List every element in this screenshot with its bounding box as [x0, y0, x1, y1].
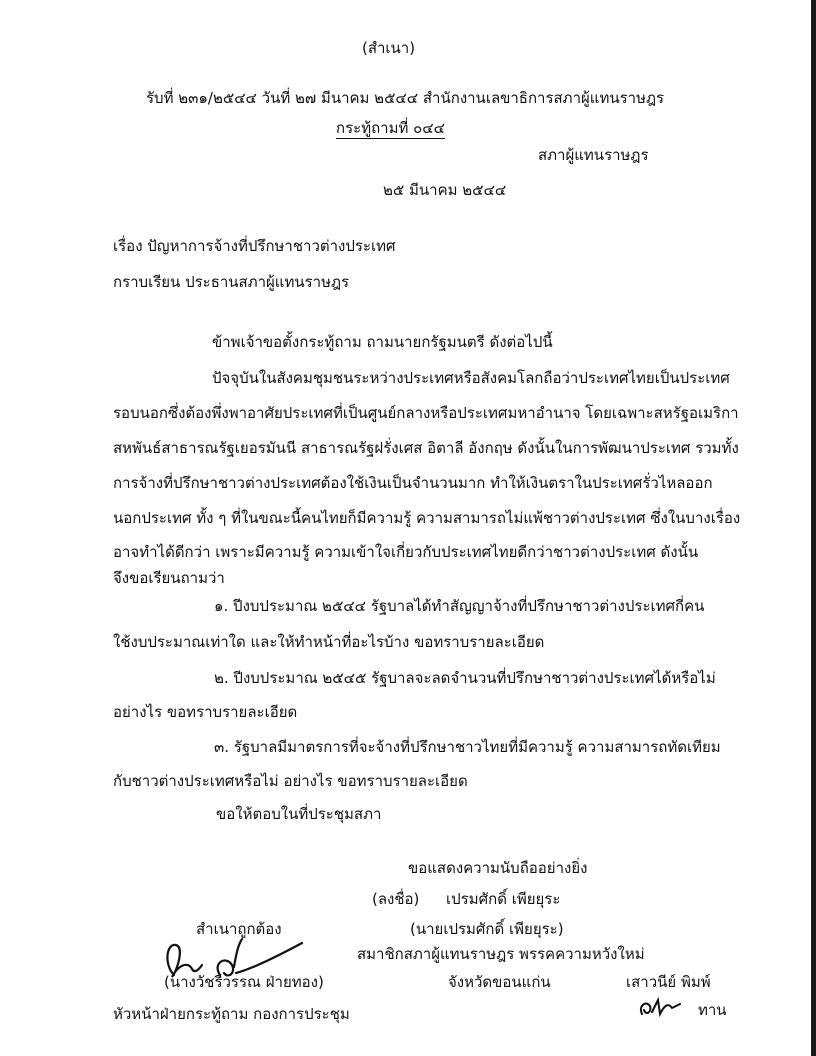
- typist-line: เสาวนีย์ พิมพ์: [626, 973, 711, 991]
- question-3-line-2: กับชาวต่างประเทศหรือไม่ อย่างไร ขอทราบรายละเอียด: [113, 772, 468, 790]
- question-3-line-1: ๓. รัฐบาลมีมาตรการที่จะจ้างที่ปรึกษาชาวไทยที่มีความรู้ ความสามารถทัดเทียม: [214, 738, 721, 756]
- intro-line: ข้าพเจ้าขอตั้งกระทู้ถาม ถามนายกรัฐมนตรี ดังต่อไปนี้: [212, 333, 553, 351]
- scan-edge: [811, 0, 816, 1056]
- document-date: ๒๕ มีนาคม ๒๕๔๔: [383, 181, 507, 199]
- closing-request: ขอให้ตอบในที่ประชุมสภา: [216, 805, 382, 823]
- received-line: รับที่ ๒๓๑/๒๕๔๔ วันที่ ๒๗ มีนาคม ๒๕๔๔ สำนักงานเลขาธิการสภาผู้แทนราษฎร: [146, 89, 665, 107]
- body-line-3: สหพันธ์สาธารณรัฐเยอรมันนี สาธารณรัฐฝรั่งเศส อิตาลี อังกฤษ ดังนั้นในการพัฒนาประเทศ รวมทั้ง: [113, 439, 739, 457]
- signed-name: เปรมศักดิ์ เพียยุระ: [446, 890, 561, 908]
- question-1-line-1: ๑. ปีงบประมาณ ๒๕๔๔ รัฐบาลได้ทำสัญญาจ้างที่ปรึกษาชาวต่างประเทศกี่คน: [214, 597, 705, 615]
- salutation-line: กราบเรียน ประธานสภาผู้แทนราษฎร: [113, 273, 350, 291]
- question-2-line-2: อย่างไร ขอทราบรายละเอียด: [113, 703, 298, 721]
- signed-label: (ลงชื่อ): [372, 890, 420, 908]
- body-line-1: ปัจจุบันในสังคมชุมชนระหว่างประเทศหรือสังคมโลกถือว่าประเทศไทยเป็นประเทศ: [212, 369, 730, 387]
- question-number: [336, 118, 445, 138]
- office-name: สภาผู้แทนราษฎร: [538, 146, 649, 164]
- body-line-6: อาจทำได้ดีกว่า เพราะมีความรู้ ความเข้าใจเกี่ยวกับประเทศไทยดีกว่าชาวต่างประเทศ ดังนั้น: [113, 543, 699, 561]
- regards-line: ขอแสดงความนับถืออย่างยิ่ง: [408, 859, 588, 877]
- checker-initials-icon: [636, 994, 686, 1022]
- body-line-2: รอบนอกซึ่งต้องพึ่งพาอาศัยประเทศที่เป็นศูนย์กลางหรือประเทศมหาอำนาจ โดยเฉพาะสหรัฐอเมริกา: [113, 404, 739, 422]
- checked-label: ทาน: [698, 1001, 727, 1019]
- province-line: จังหวัดขอนแก่น: [448, 973, 551, 991]
- copy-mark: (สำเนา): [362, 39, 416, 57]
- body-line-5: นอกประเทศ ทั้ง ๆ ที่ในขณะนี้คนไทยก็มีความรู้ ความสามารถไม่แพ้ชาวต่างประเทศ ซึ่งในบางเรื่อง: [113, 509, 741, 527]
- question-2-line-1: ๒. ปีงบประมาณ ๒๕๔๕ รัฐบาลจะลดจำนวนที่ปรึกษาชาวต่างประเทศได้หรือไม่: [214, 669, 716, 687]
- body-line-4: การจ้างที่ปรึกษาชาวต่างประเทศต้องใช้เงินเป็นจำนวนมาก ทำให้เงินตราในประเทศรั่วไหลออก: [113, 474, 713, 492]
- certified-copy-label: สำเนาถูกต้อง: [196, 920, 282, 938]
- question-1-line-2: ใช้งบประมาณเท่าใด และให้ทำหน้าที่อะไรบ้าง ขอทราบรายละเอียด: [113, 633, 545, 651]
- certifier-name: (นางวัชรีวรรณ ฝ่ายทอง): [164, 973, 324, 991]
- subject-line: เรื่อง ปัญหาการจ้างที่ปรึกษาชาวต่างประเทศ: [113, 237, 396, 255]
- certifier-title: หัวหน้าฝ่ายกระทู้ถาม กองการประชุม: [113, 1005, 350, 1023]
- question-number-text: กระทู้ถามที่ ๐๔๔: [336, 119, 445, 137]
- printed-name: (นายเปรมศักดิ์ เพียยุระ): [410, 920, 564, 938]
- member-position: สมาชิกสภาผู้แทนราษฎร พรรคความหวังใหม่: [357, 945, 645, 963]
- body-line-7: จึงขอเรียนถามว่า: [113, 569, 225, 587]
